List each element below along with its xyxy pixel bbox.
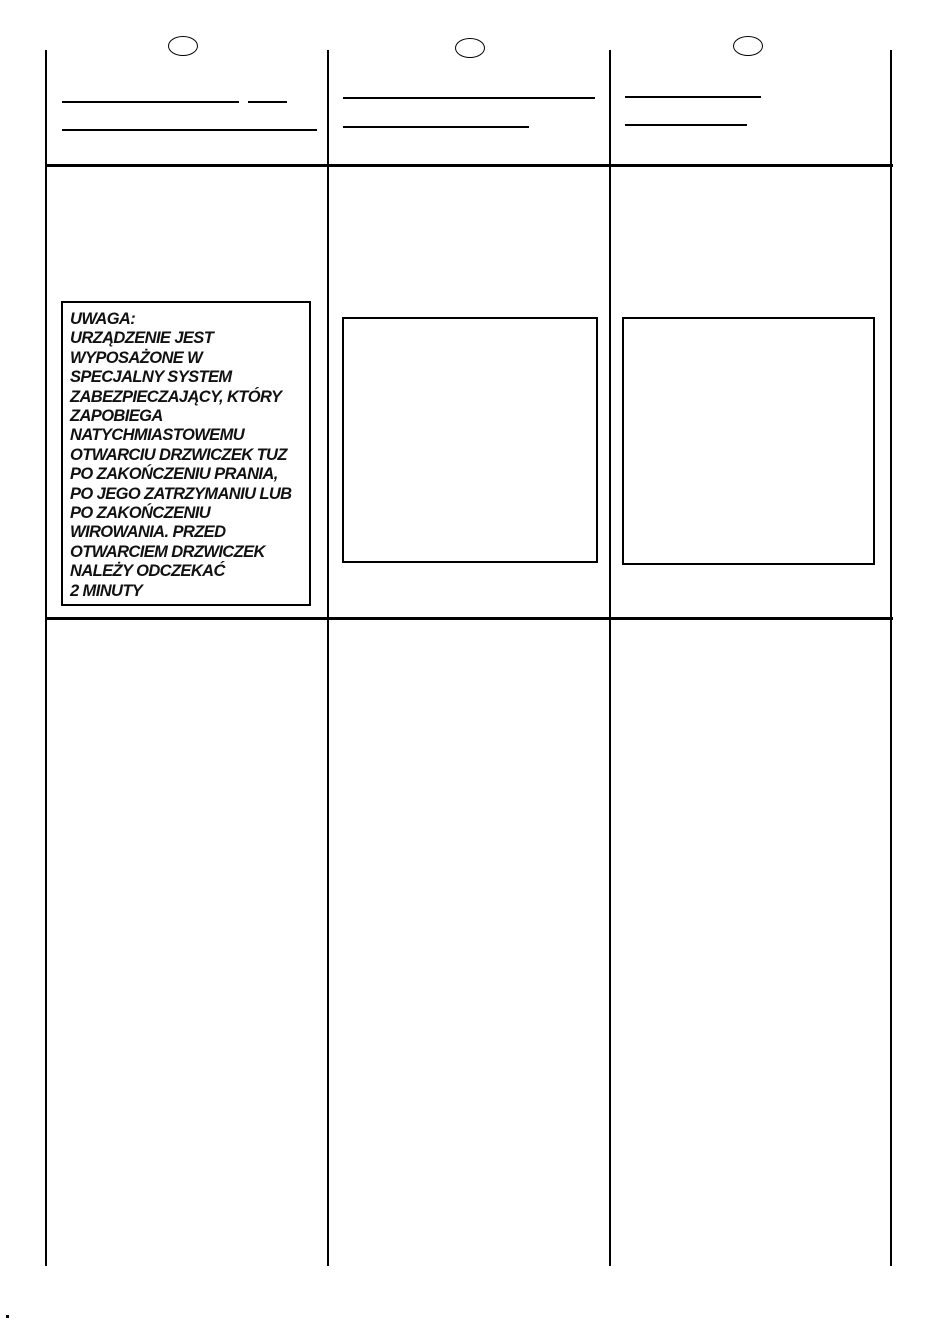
- warning-text-line: PO ZAKOŃCZENIU PRANIA,: [70, 465, 278, 484]
- warning-text-line: PO JEGO ZATRZYMANIU LUB: [70, 484, 292, 503]
- warning-text-line: OTWARCIU DRZWICZEK TUZ: [70, 445, 287, 464]
- warning-text-line: SPECJALNY SYSTEM: [70, 368, 232, 387]
- warning-text-line: ZABEZPIECZAJĄCY, KTÓRY: [70, 387, 282, 406]
- column-divider-left: [45, 50, 47, 1266]
- heading-underline-col3-a: [625, 96, 761, 98]
- warning-text-line: NATYCHMIASTOWEMU: [70, 426, 245, 445]
- heading-underline-col1-c: [62, 129, 317, 131]
- column-divider-right: [890, 50, 892, 1266]
- language-marker-col1: [168, 36, 198, 56]
- warning-box: [61, 301, 311, 606]
- warning-text-line: PO ZAKOŃCZENIU: [70, 504, 211, 523]
- language-marker-col3: [733, 36, 763, 56]
- language-marker-col2: [455, 38, 485, 58]
- warning-heading: UWAGA:: [70, 310, 136, 328]
- warning-text-line: WIROWANIA. PRZED: [70, 523, 226, 542]
- corner-mark: [6, 1315, 9, 1318]
- warning-text-line: 2 MINUTY: [70, 581, 143, 600]
- heading-underline-col1-a: [62, 101, 239, 103]
- heading-underline-col1-b: [248, 101, 287, 103]
- warning-text-line: ZAPOBIEGA: [70, 407, 163, 426]
- heading-underline-col2-a: [343, 97, 595, 99]
- warning-box-col3-empty: [622, 317, 875, 565]
- warning-text-line: OTWARCIEM DRZWICZEK: [70, 542, 265, 561]
- warning-box-col2-empty: [342, 317, 598, 563]
- row-divider-header: [46, 164, 893, 167]
- column-divider-2: [609, 50, 611, 1266]
- heading-underline-col2-b: [343, 126, 529, 128]
- heading-underline-col3-b: [625, 124, 747, 126]
- column-divider-1: [327, 50, 329, 1266]
- warning-text-line: WYPOSAŻONE W: [70, 348, 203, 367]
- warning-text-line: URZĄDZENIE JEST: [70, 329, 214, 348]
- row-divider-middle: [46, 617, 893, 620]
- warning-text-line: NALEŻY ODCZEKAĆ: [70, 562, 225, 581]
